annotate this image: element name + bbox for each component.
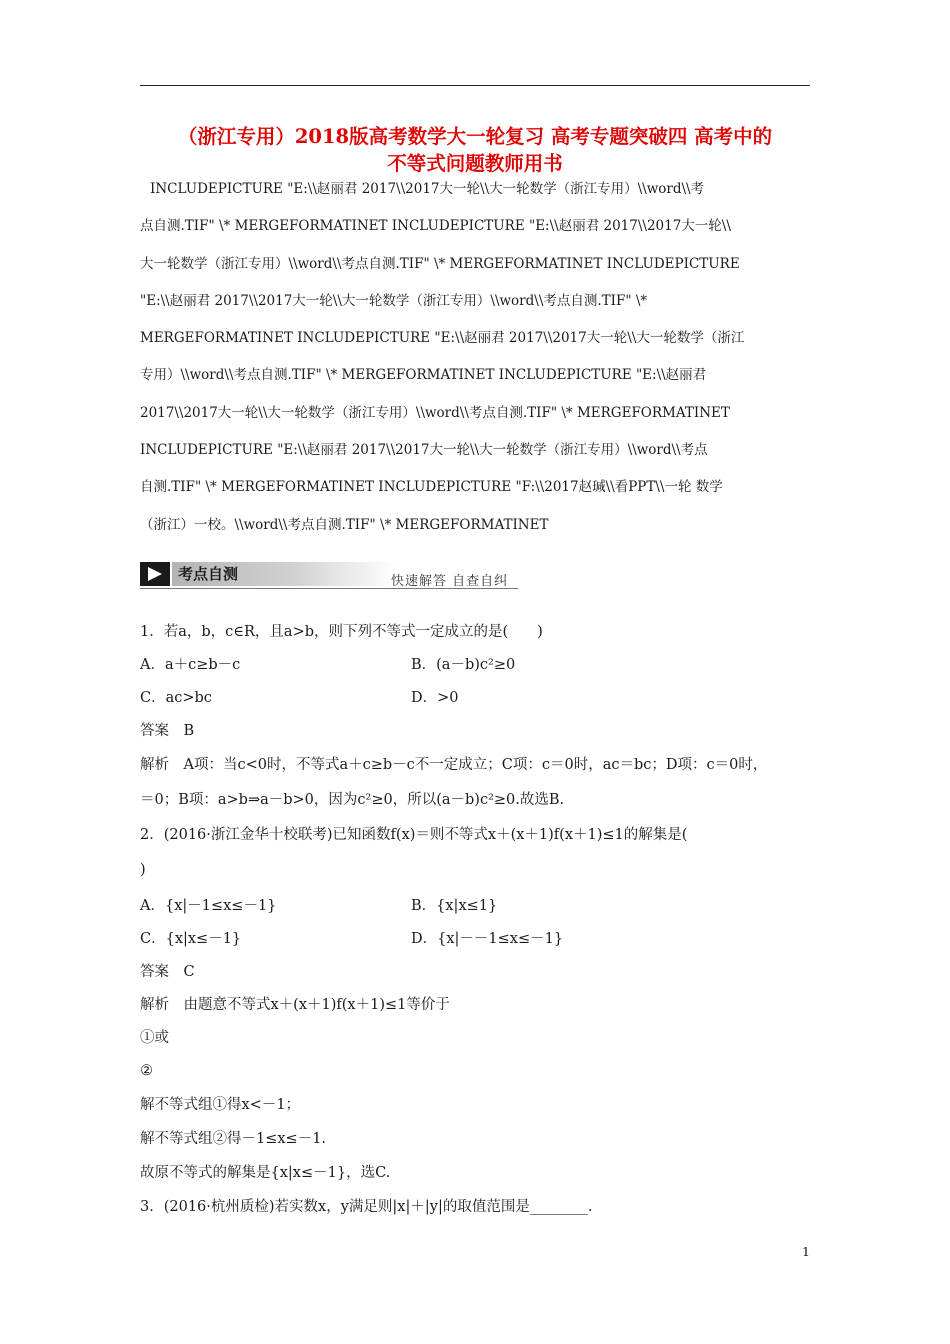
q2-analysis: 解析 由题意不等式x＋(x＋1)f(x＋1)≤1等价于 [140, 997, 450, 1013]
field-code-line: "E:\\赵丽君 2017\\2017大一轮\\大一轮数学（浙江专用）\\word\\考点自测.TIF" \* [140, 292, 648, 309]
field-code-line: MERGEFORMATINET INCLUDEPICTURE "E:\\赵丽君 2017\\2017大一轮\\大一轮数学（浙江 [140, 330, 745, 347]
q1-analysis-line-1: 解析 A项：当c<0时，不等式a＋c≥b－c不一定成立；C项：c＝0时，ac＝bc；D项：c＝0时， [140, 757, 768, 773]
question-2: 2．(2016·浙江金华十校联考)已知函数f(x)＝则不等式x＋(x＋1)f(x＋1)≤1的解集是( [140, 827, 688, 843]
page-number: 1 [802, 1244, 810, 1259]
q2-option-b: B．{x|x≤1} [411, 898, 498, 914]
title-line-2: 不等式问题教师用书 [387, 152, 563, 175]
q2-option-d: D．{x|－－1≤x≤－1} [411, 931, 564, 947]
q1-option-a: A．a＋c≥b－c [140, 657, 241, 673]
q1-option-b: B．(a－b)c²≥0 [411, 657, 516, 673]
section-banner [140, 562, 518, 592]
field-code-line: 2017\\2017大一轮\\大一轮数学（浙江专用）\\word\\考点自测.TIF" \* MERGEFORMATINET [140, 404, 730, 421]
q2-conclusion: 故原不等式的解集是{x|x≤－1}，选C. [140, 1165, 391, 1181]
header-rule [140, 85, 810, 86]
q2-solve-2: 解不等式组②得－1≤x≤－1. [140, 1131, 327, 1147]
q1-option-c: C．ac>bc [140, 690, 212, 706]
field-code-line: 自测.TIF" \* MERGEFORMATINET INCLUDEPICTURE "F:\\2017赵瑊\\看PPT\\一轮 数学 [140, 479, 723, 496]
q1-analysis-line-2: ＝0；B项：a>b⇒a－b>0，因为c²≥0，所以(a－b)c²≥0.故选B. [140, 792, 565, 808]
page-title [140, 123, 810, 177]
field-code-line: 专用）\\word\\考点自测.TIF" \* MERGEFORMATINET INCLUDEPICTURE "E:\\赵丽君 [140, 367, 707, 384]
q2-case-1: ①或 [140, 1030, 169, 1046]
field-code-line: 点自测.TIF" \* MERGEFORMATINET INCLUDEPICTURE "E:\\赵丽君 2017\\2017大一轮\\ [140, 218, 731, 235]
field-code-block [140, 171, 810, 544]
q1-option-d: D．>0 [411, 690, 459, 706]
q2-option-c: C．{x|x≤－1} [140, 931, 242, 947]
field-code-line: 大一轮数学（浙江专用）\\word\\考点自测.TIF" \* MERGEFORMATINET INCLUDEPICTURE [140, 255, 740, 272]
q2-case-2: ② [140, 1063, 153, 1079]
question-3: 3．(2016·杭州质检)若实数x，y满足则|x|＋|y|的取值范围是________. [140, 1199, 593, 1215]
play-arrow-icon [140, 562, 170, 586]
q2-solve-1: 解不等式组①得x<－1； [140, 1097, 301, 1113]
field-code-line: INCLUDEPICTURE "E:\\赵丽君 2017\\2017大一轮\\大一轮数学（浙江专用）\\word\\考 [150, 181, 705, 197]
field-code-line: INCLUDEPICTURE "E:\\赵丽君 2017\\2017大一轮\\大一轮数学（浙江专用）\\word\\考点 [140, 442, 708, 459]
section-subtitle: 快速解答 自查自纠 [391, 574, 509, 589]
section-label: 考点自测 [172, 562, 396, 586]
field-code-line: （浙江）一校。\\word\\考点自测.TIF" \* MERGEFORMATINET [140, 516, 549, 533]
title-line-1: （浙江专用）2018版高考数学大一轮复习 高考专题突破四 高考中的 [177, 125, 773, 148]
q2-answer: 答案 C [140, 964, 195, 980]
q2-option-a: A．{x|－1≤x≤－1} [140, 898, 277, 914]
question-1: 1．若a，b，c∈R，且a>b，则下列不等式一定成立的是( ) [140, 624, 543, 640]
q1-answer: 答案 B [140, 723, 195, 739]
question-2-cont: ) [140, 862, 146, 878]
